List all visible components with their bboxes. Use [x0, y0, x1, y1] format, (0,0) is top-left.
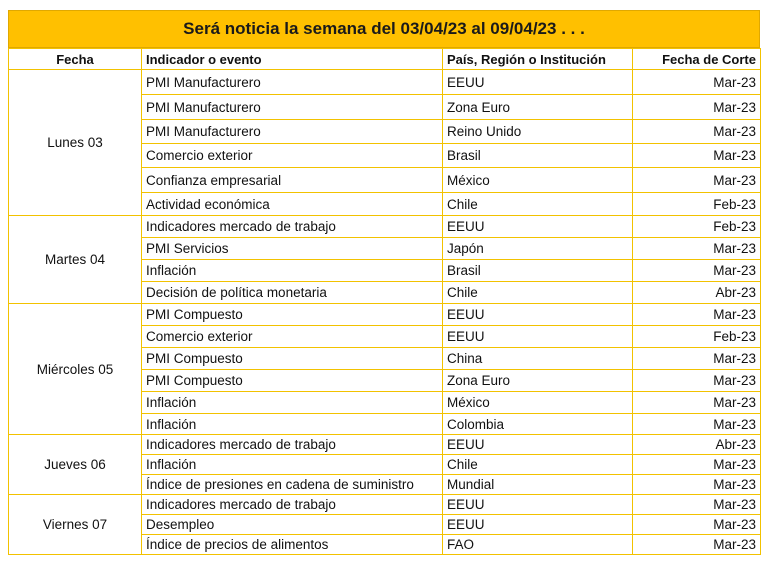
country-cell: EEUU	[443, 435, 633, 455]
column-header-indicador: Indicador o evento	[142, 49, 443, 70]
country-cell: EEUU	[443, 515, 633, 535]
cutoff-date-cell: Mar-23	[633, 70, 761, 95]
indicator-cell: PMI Manufacturero	[142, 120, 443, 144]
indicator-cell: Confianza empresarial	[142, 168, 443, 193]
indicator-cell: Inflación	[142, 392, 443, 414]
cutoff-date-cell: Feb-23	[633, 326, 761, 348]
table-row	[9, 435, 761, 455]
cutoff-date-cell: Mar-23	[633, 414, 761, 435]
country-cell: Zona Euro	[443, 370, 633, 392]
table-row	[9, 495, 761, 515]
country-cell: EEUU	[443, 304, 633, 326]
country-cell: Brasil	[443, 260, 633, 282]
indicator-cell: Índice de presiones en cadena de suministro	[142, 475, 443, 495]
cutoff-date-cell: Mar-23	[633, 370, 761, 392]
indicator-cell: Desempleo	[142, 515, 443, 535]
table-header-row	[9, 49, 761, 70]
indicator-cell: PMI Servicios	[142, 238, 443, 260]
indicator-cell: Indicadores mercado de trabajo	[142, 495, 443, 515]
country-cell: EEUU	[443, 495, 633, 515]
indicator-cell: Decisión de política monetaria	[142, 282, 443, 304]
cutoff-date-cell: Mar-23	[633, 238, 761, 260]
cutoff-date-cell: Mar-23	[633, 455, 761, 475]
cutoff-date-cell: Mar-23	[633, 392, 761, 414]
country-cell: Brasil	[443, 144, 633, 168]
indicator-cell: Inflación	[142, 414, 443, 435]
cutoff-date-cell: Mar-23	[633, 475, 761, 495]
country-cell: EEUU	[443, 216, 633, 238]
cutoff-date-cell: Mar-23	[633, 495, 761, 515]
country-cell: EEUU	[443, 70, 633, 95]
indicator-cell: PMI Compuesto	[142, 304, 443, 326]
day-label: Viernes 07	[9, 495, 142, 555]
country-cell: Zona Euro	[443, 95, 633, 120]
country-cell: China	[443, 348, 633, 370]
country-cell: Japón	[443, 238, 633, 260]
indicator-cell: Inflación	[142, 455, 443, 475]
cutoff-date-cell: Mar-23	[633, 168, 761, 193]
country-cell: Mundial	[443, 475, 633, 495]
country-cell: FAO	[443, 535, 633, 555]
cutoff-date-cell: Mar-23	[633, 95, 761, 120]
country-cell: Chile	[443, 282, 633, 304]
day-label: Martes 04	[9, 216, 142, 304]
cutoff-date-cell: Abr-23	[633, 282, 761, 304]
day-label: Jueves 06	[9, 435, 142, 495]
indicator-cell: Indicadores mercado de trabajo	[142, 216, 443, 238]
indicator-cell: PMI Compuesto	[142, 348, 443, 370]
indicator-cell: PMI Manufacturero	[142, 70, 443, 95]
page-title: Será noticia la semana del 03/04/23 al 09/04/23 . . .	[8, 10, 760, 48]
events-table	[8, 48, 761, 555]
table-row	[9, 70, 761, 95]
cutoff-date-cell: Mar-23	[633, 260, 761, 282]
cutoff-date-cell: Feb-23	[633, 193, 761, 216]
cutoff-date-cell: Feb-23	[633, 216, 761, 238]
cutoff-date-cell: Mar-23	[633, 120, 761, 144]
table-row	[9, 216, 761, 238]
cutoff-date-cell: Mar-23	[633, 535, 761, 555]
cutoff-date-cell: Mar-23	[633, 304, 761, 326]
country-cell: Chile	[443, 193, 633, 216]
day-label: Lunes 03	[9, 70, 142, 216]
indicator-cell: PMI Compuesto	[142, 370, 443, 392]
table-row	[9, 304, 761, 326]
indicator-cell: Indicadores mercado de trabajo	[142, 435, 443, 455]
table-body	[9, 70, 761, 555]
cutoff-date-cell: Abr-23	[633, 435, 761, 455]
country-cell: México	[443, 392, 633, 414]
indicator-cell: Inflación	[142, 260, 443, 282]
column-header-pais: País, Región o Institución	[443, 49, 633, 70]
country-cell: Chile	[443, 455, 633, 475]
news-calendar	[8, 10, 760, 555]
country-cell: México	[443, 168, 633, 193]
column-header-fecha-corte: Fecha de Corte	[633, 49, 761, 70]
day-label: Miércoles 05	[9, 304, 142, 435]
column-header-fecha: Fecha	[9, 49, 142, 70]
country-cell: Colombia	[443, 414, 633, 435]
cutoff-date-cell: Mar-23	[633, 348, 761, 370]
indicator-cell: Actividad económica	[142, 193, 443, 216]
cutoff-date-cell: Mar-23	[633, 515, 761, 535]
cutoff-date-cell: Mar-23	[633, 144, 761, 168]
indicator-cell: Comercio exterior	[142, 144, 443, 168]
country-cell: EEUU	[443, 326, 633, 348]
indicator-cell: Comercio exterior	[142, 326, 443, 348]
country-cell: Reino Unido	[443, 120, 633, 144]
indicator-cell: PMI Manufacturero	[142, 95, 443, 120]
indicator-cell: Índice de precios de alimentos	[142, 535, 443, 555]
